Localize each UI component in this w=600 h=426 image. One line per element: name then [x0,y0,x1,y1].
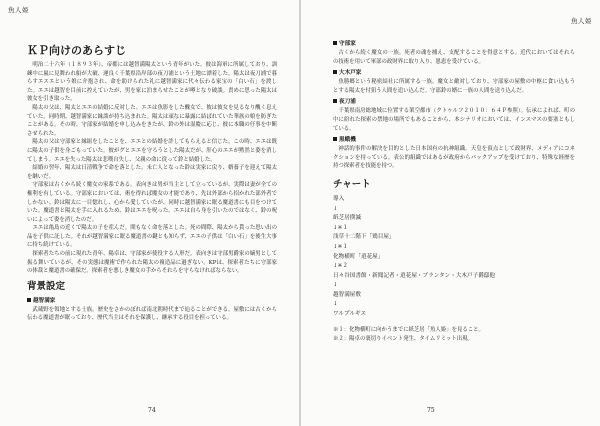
chart-notes [333,326,575,344]
chart-arrow: ↓ [333,282,338,289]
left-page [0,0,299,426]
background-item [27,297,277,323]
page-number-right: 75 [427,407,435,414]
square-bullet-icon [333,99,337,103]
chart-step: 紙芝居撲滅 [333,215,361,222]
background-item-text: 千葉県南房総地域に位置する架空都市（クトゥルフ２０１０：６４Ｐ参照）。伝承によれば、町の中に紛れた探索の禁地の場所でもあることから、本シナリオにおいては、インスマスの要塞ともしている。 [333,108,575,132]
chart-step: 導入 [333,195,345,202]
background-item [333,40,575,66]
right-page-content [333,40,575,344]
section-title-background: 背景設定 [27,280,66,292]
square-bullet-icon [333,70,337,74]
chart-arrow: ↓※２ [333,263,348,270]
synopsis-paragraph: 陽太の父は、陽太とエエの結婚に反対した。エエは魚影をした醜女で、彼は彼女を見るなり醜く息えていた。同時期、越智満家に縁談が持ち込まれた。陽太は頑なに暴露に結ばれていた華族の娘を防ぎたことがある。その時、守部家が結婚を申し込みをきたが、鈴の外は湿慶に応じ、彼に本職の仔事を中断させられた。 [27,104,277,137]
chart-note: ※１：化物横町に向かうまでに紙芝居「魚人姫」を見ること。 [333,326,484,333]
chart-arrow: ↓※１ [333,224,348,231]
left-page-content [27,44,277,326]
synopsis-paragraph: 結婚の翌年、陽太は日清戦争で命を落とした。未亡人となった鈴は実家に戻り、婿養子を迎えて陽太を継いだ。 [27,165,277,180]
background-item-heading: 越智満家 [27,297,277,306]
chart-step: 化物横町「逍花屋」 [333,253,384,260]
section-title-chart: チャート [333,178,371,190]
background-item-text: 魚勝郷という秘密結社に所属する一族。魔女と敵対しており、守部家の屋敷の中枢に食い込もうとする陽太を付狙う人間を追い込んだ。守部鈴の婿に一族の人間を送り込んだ。 [333,79,575,94]
page-number-left: 74 [148,407,156,414]
chart-step: 越智満屋敷 [333,291,361,298]
background-item-heading: 守部家 [333,40,575,49]
square-bullet-icon [27,298,31,302]
running-head-left: 魚人姫 [8,6,29,14]
synopsis-paragraph: 探索者たちの前に現れた青年、陽卓は、守部家が使役する人形だ。表向きは守部男爵家の嫡男として振る舞いているが、その実態は魔術で作られた陽太の複造品に過ぎない。KPは、探索者たちに守部家の体裁と魔道書の確保だ。探索者を悪しき魔女の手からそれらを守らなければならない。 [27,251,277,275]
background-item [333,69,575,95]
chart-step: ワルプルギス [333,311,367,318]
section-title-synopsis: ＫＰ向けのあらすじ [27,44,126,57]
right-page [301,0,600,426]
chart-arrow: ↓※１ [333,243,348,250]
background-item-heading: 大木戸家 [333,69,575,78]
background-item [333,136,575,171]
background-item-heading: 夜刀浦 [333,98,575,107]
background-item [333,98,575,133]
square-bullet-icon [333,41,337,45]
chart-step: 日々谷国書館・新聞記者・逍花屋・ブランタン・大木戸子爵邸他 [333,272,495,279]
synopsis-paragraph: 明治二十六年（１８９３年）、帝都には越智満陽太という青年がいた。彼は海軍に所属しており、訓練中に嵐に見舞われ船が大破、運良く千葉県沿岸部の夜刀浦という土地に漂着した。陽太は夜刀浦で暮らすエスエという娘に介抱され、命を助けられた礼に越智満家に代々伝わる家宝の「白い石」を渡した。エエは越智を目前に控えていたが、男を家に泊まらせたことが噂となり破談。責めに思った陽太は彼女を引き取った。 [27,62,277,103]
running-head-right: 魚人姫 [571,17,592,25]
synopsis-paragraph: 陽太の父は守部家と縁組をしたことを、エエとの結婚を許してもらえると信じた。この時、エエは既に陽太の子供を身ごもっていた。彼がグとエエを守ろうとした陽太だが、肝心のエエが黙然と姿を消してしまう。エエを失った陽太は悲嘆自失し、父親の命に従って鈴と結婚した。 [27,139,277,163]
background-item-text: 武蔵野を領地とする士族。歴史をさかのぼれば南北朝時代まで辿ることができる。屋敷には古くから伝わる魔道書が眠っており、歴代当主はそれを保護し、継承する役目を担っている。 [27,306,277,322]
flow-chart [333,195,575,320]
square-bullet-icon [333,137,337,141]
chart-note: ※２：陽卓の裏切りイベント発生、タイムリミット出現。 [333,335,473,342]
background-item-text: 古くから続く魔女の一族。死者の魂を捕え、支配することを得意とする。近代においてはそれらの技術を用いて軍部の政財界に取り入り、恩恵を受けている。 [333,50,575,65]
chart-arrow: ↓ [333,301,338,308]
synopsis-paragraph: 守部家は古くから続く魔女の家系である。表向きは男が当主として立っているが、実際は妻が全ての権利を有している。守部家においては、術を得れば魔女の才能であり、先は外部から招かれた部外者でしかない。鈴は陽太に一目惚れし、心から愛していたが、同時に越智満家に眠る魔道書にも目をつけていた。魔道書と陽太を手に入れるため、鈴はエエを呪った。エエは自ら身を引いたのではなく、鈴の呪いによって姿を消したのだ。 [27,182,277,223]
background-item-text: 神話的事件の解決を目的とした日本国有の抗神組織。天皇を頂点として政財界、メディアにコネクションを持っている。表公的組織ではあるが政府からバックアップを受けており、特殊な経歴を持つ探索者を技能を持つ。 [333,146,575,170]
background-item-heading: 黒蛾機 [333,136,575,145]
chart-step: 浅草十二階下「鶏目屋」 [333,234,395,241]
chart-arrow: ↓ [333,205,338,212]
synopsis-paragraph: エエは亀島の近くで陽太の子を産んだ。間もなく命を落とした。死の間際、陽太から貰った思い出の品を子供に託した。それが越智満家に眠る魔道書の鍵とも知らず、エエの子供は「白い石」を後生大事に持ち続けている。 [27,225,277,249]
